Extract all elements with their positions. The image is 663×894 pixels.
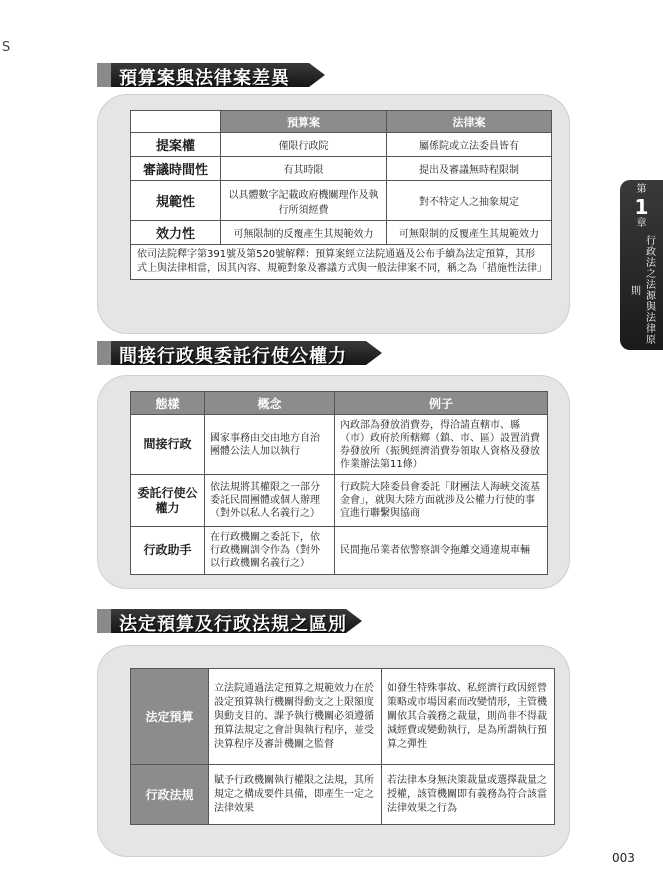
chapter-number: 1	[634, 195, 649, 219]
cell-text: 如發生特殊事故、私經濟行政因經營策略或市場因素而改變情形，主管機關依其合義務之裁量，則尚非不得裁減經費或變動執行，是為所謂執行預算之彈性	[382, 669, 555, 765]
row-label: 審議時間性	[131, 157, 221, 181]
cell-budget: 以具體數字記載政府機關理作及執行所須經費	[221, 181, 387, 221]
cell-budget: 僅限行政院	[221, 133, 387, 157]
cell-budget: 可無限制的反覆產生其規範效力	[221, 221, 387, 245]
section3-title: 法定預算及行政法規之區別	[119, 614, 347, 635]
cell-example: 民間拖吊業者依警察訓令拖離交通違規車輛	[335, 527, 548, 575]
page-number: 003	[612, 851, 635, 865]
row-label: 行政助手	[131, 527, 205, 575]
section2-title: 間接行政與委託行使公權力	[119, 346, 347, 367]
cell-concept: 國家事務由交由地方自治團體公法人加以執行	[205, 415, 335, 475]
cell-concept: 依法規將其權限之一部分委託民間團體或個人辦理（對外以私人名義行之）	[205, 475, 335, 527]
table-row	[131, 415, 548, 475]
cell-law: 提出及審議無時程限制	[387, 157, 552, 181]
budget-vs-law-table	[130, 110, 552, 280]
cell-law: 可無限制的反覆產生其規範效力	[387, 221, 552, 245]
row-label: 效力性	[131, 221, 221, 245]
row-label: 提案權	[131, 133, 221, 157]
cell-example: 內政部為發放消費券，得洽請直轄市、縣（市）政府於所轄鄉（鎮、市、區）設置消費券發放所（振興經濟消費券領取人資格及發放作業辦法第11條）	[335, 415, 548, 475]
chapter-suffix: 章	[636, 218, 647, 229]
cell-text: 若法律本身無決策裁量或選擇裁量之授權，該管機關即有義務為符合該當法律效果之行為	[382, 765, 555, 825]
chapter-title: 行政法之法源與法律原則	[628, 235, 655, 345]
cell-concept: 在行政機關之委託下，依行政機關訓令作為（對外以行政機關名義行之）	[205, 527, 335, 575]
chapter-tab[interactable]	[620, 180, 663, 350]
row-label: 規範性	[131, 181, 221, 221]
indirect-administration-table	[130, 391, 548, 575]
row-label: 間接行政	[131, 415, 205, 475]
col-header-law: 法律案	[387, 111, 552, 133]
section2-header	[97, 338, 382, 368]
row-label: 委託行使公權力	[131, 475, 205, 527]
row-label: 法定預算	[131, 669, 209, 765]
section1-header	[97, 60, 325, 90]
table-row	[131, 181, 552, 221]
row-label: 行政法規	[131, 765, 209, 825]
table-row	[131, 669, 555, 765]
cell-text: 立法院通過法定預算之規範效力在於設定預算執行機關得動支之上限額度與動支目的、課予執行機關必須遵循預算法規定之會計與執行程序，並受決算程序及審計機關之監督	[209, 669, 382, 765]
budget-vs-regulation-table	[130, 668, 555, 825]
edge-mark: S	[2, 40, 11, 55]
col-header-budget: 預算案	[221, 111, 387, 133]
table-row	[131, 765, 555, 825]
chapter-prefix: 第	[636, 184, 647, 195]
cell-law: 對不特定人之抽象規定	[387, 181, 552, 221]
section3-header	[97, 606, 362, 636]
cell-example: 行政院大陸委員會委託「財團法人海峽交流基金會」，就與大陸方面就涉及公權力行使的事宜進行聯繫與協商	[335, 475, 548, 527]
col-header-concept: 概念	[205, 392, 335, 415]
interpretation-note: 依司法院釋字第391號及第520號解釋：預算案經立法院通過及公布手續為法定預算，其形式上與法律相當，因其內容、規範對象及審議方式與一般法律案不同，稱之為「措施性法律」	[131, 245, 552, 280]
table-row	[131, 133, 552, 157]
col-header-example: 例子	[335, 392, 548, 415]
cell-text: 賦予行政機關執行權限之法規，其所規定之構成要件具備，即產生一定之法律效果	[209, 765, 382, 825]
table-row	[131, 157, 552, 181]
cell-budget: 有其時限	[221, 157, 387, 181]
col-header-type: 態樣	[131, 392, 205, 415]
table-row	[131, 527, 548, 575]
table-row	[131, 221, 552, 245]
section1-title: 預算案與法律案差異	[119, 68, 290, 89]
table-row	[131, 475, 548, 527]
cell-law: 屬係院或立法委員皆有	[387, 133, 552, 157]
